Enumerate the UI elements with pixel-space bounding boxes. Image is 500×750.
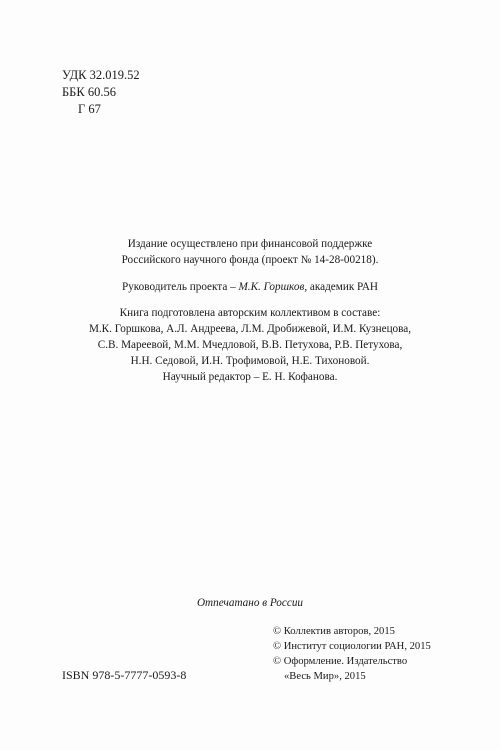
authors-line: М.К. Горшкова, А.Л. Андреева, Л.М. Дробижевой, И.М. Кузнецова,: [88, 323, 412, 335]
funding-line-2: Российского научного фонда (проект № 14-28-00218).: [121, 254, 379, 266]
authors-line: С.В. Мареевой, М.М. Мчедловой, В.В. Петухова, Р.В. Петухова,: [97, 339, 403, 351]
project-leader-line: [60, 279, 440, 295]
copyright-line-3: © Оформление. Издательство: [273, 656, 408, 667]
project-leader-name: М.К. Горшков: [238, 281, 305, 293]
copyright-line-1: © Коллектив авторов, 2015: [273, 626, 395, 637]
project-leader-prefix: Руководитель проекта –: [121, 281, 239, 293]
copyright-line-4: «Весь Мир», 2015: [284, 671, 366, 682]
classification-codes: [62, 67, 140, 118]
copyright-line-2: © Институт социологии РАН, 2015: [273, 641, 431, 652]
isbn-number: ISBN 978-5-7777-0593-8: [62, 668, 187, 682]
udk-code: УДК 32.019.52: [62, 68, 140, 82]
authors-intro: Книга подготовлена авторским коллективом в составе:: [119, 307, 381, 319]
funding-note: [60, 236, 440, 268]
authors-block: [60, 305, 440, 385]
copyright-block: [273, 624, 431, 684]
printed-in-russia: Отпечатано в России: [196, 597, 304, 609]
author-mark: Г 67: [78, 102, 101, 116]
bbk-code: ББК 60.56: [62, 85, 116, 99]
funding-line-1: Издание осуществлено при финансовой поддержке: [127, 238, 373, 250]
project-leader-suffix: , академик РАН: [304, 281, 379, 293]
authors-line: Н.Н. Седовой, И.Н. Трофимовой, Н.Е. Тихоновой.: [130, 355, 370, 367]
scientific-editor: Научный редактор – Е. Н. Кофанова.: [162, 371, 338, 383]
project-leader: [60, 279, 440, 295]
